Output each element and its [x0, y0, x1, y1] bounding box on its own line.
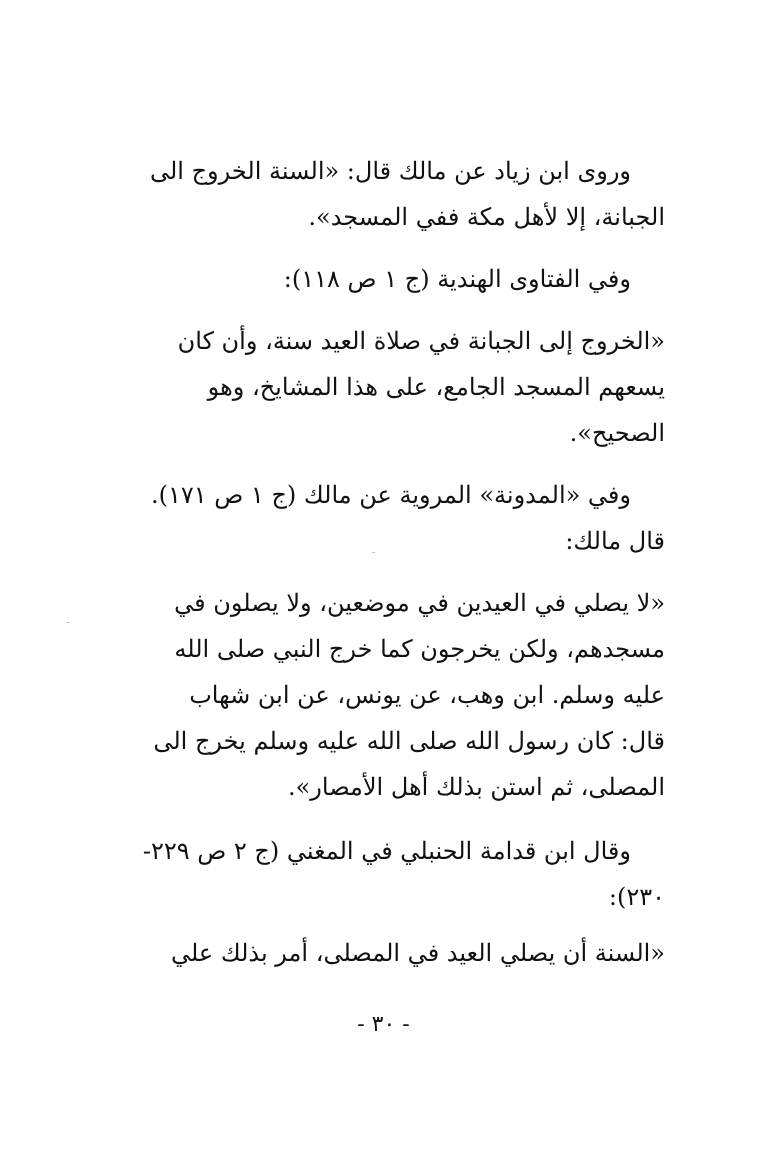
text-line: عليه وسلم. ابن وهب، عن يونس، عن ابن شهاب: [189, 681, 665, 709]
text-line: «لا يصلي في العيدين في موضعين، ولا يصلون في: [174, 589, 665, 617]
paragraph-ibn-qudama-reference: [130, 828, 665, 920]
paragraph-mudawwana-reference: [130, 472, 665, 564]
page-number: - ٣٠ -: [357, 1012, 410, 1037]
scan-speck: [66, 622, 69, 623]
text-line: المصلى، ثم استن بذلك أهل الأمصار».: [287, 773, 665, 801]
scan-speck: [372, 552, 375, 553]
text-line: وفي «المدونة» المروية عن مالك (ج ١ ص ١٧١).: [150, 481, 631, 509]
text-line: وروى ابن زياد عن مالك قال: «السنة الخروج الى: [149, 157, 631, 185]
paragraph-fatawa-quote: [130, 318, 665, 456]
paragraph-malik-quote: [130, 580, 665, 810]
text-line: قال مالك:: [565, 527, 665, 555]
text-line: ٢٣٠):: [608, 883, 665, 911]
text-line: الجبانة، إلا لأهل مكة ففي المسجد».: [308, 203, 665, 231]
text-line: «الخروج إلى الجبانة في صلاة العيد سنة، وأن كان: [177, 327, 665, 355]
paragraph-mughni-quote: [130, 930, 665, 976]
text-line: الصحيح».: [569, 419, 665, 447]
text-line: مسجدهم، ولكن يخرجون كما خرج النبي صلى الله: [174, 635, 665, 663]
text-line: وفي الفتاوى الهندية (ج ١ ص ١١٨):: [283, 265, 631, 293]
text-line: يسعهم المسجد الجامع، على هذا المشايخ، وهو: [207, 373, 665, 401]
paragraph-fatawa-hindiyya-reference: [130, 256, 665, 302]
paragraph-ibn-ziyad: [130, 148, 665, 240]
text-line: قال: كان رسول الله صلى الله عليه وسلم يخرج الى: [153, 727, 665, 755]
text-line: «السنة أن يصلي العيد في المصلى، أمر بذلك علي: [170, 939, 665, 967]
text-line: وقال ابن قدامة الحنبلي في المغني (ج ٢ ص ٢٢٩-: [142, 837, 631, 865]
